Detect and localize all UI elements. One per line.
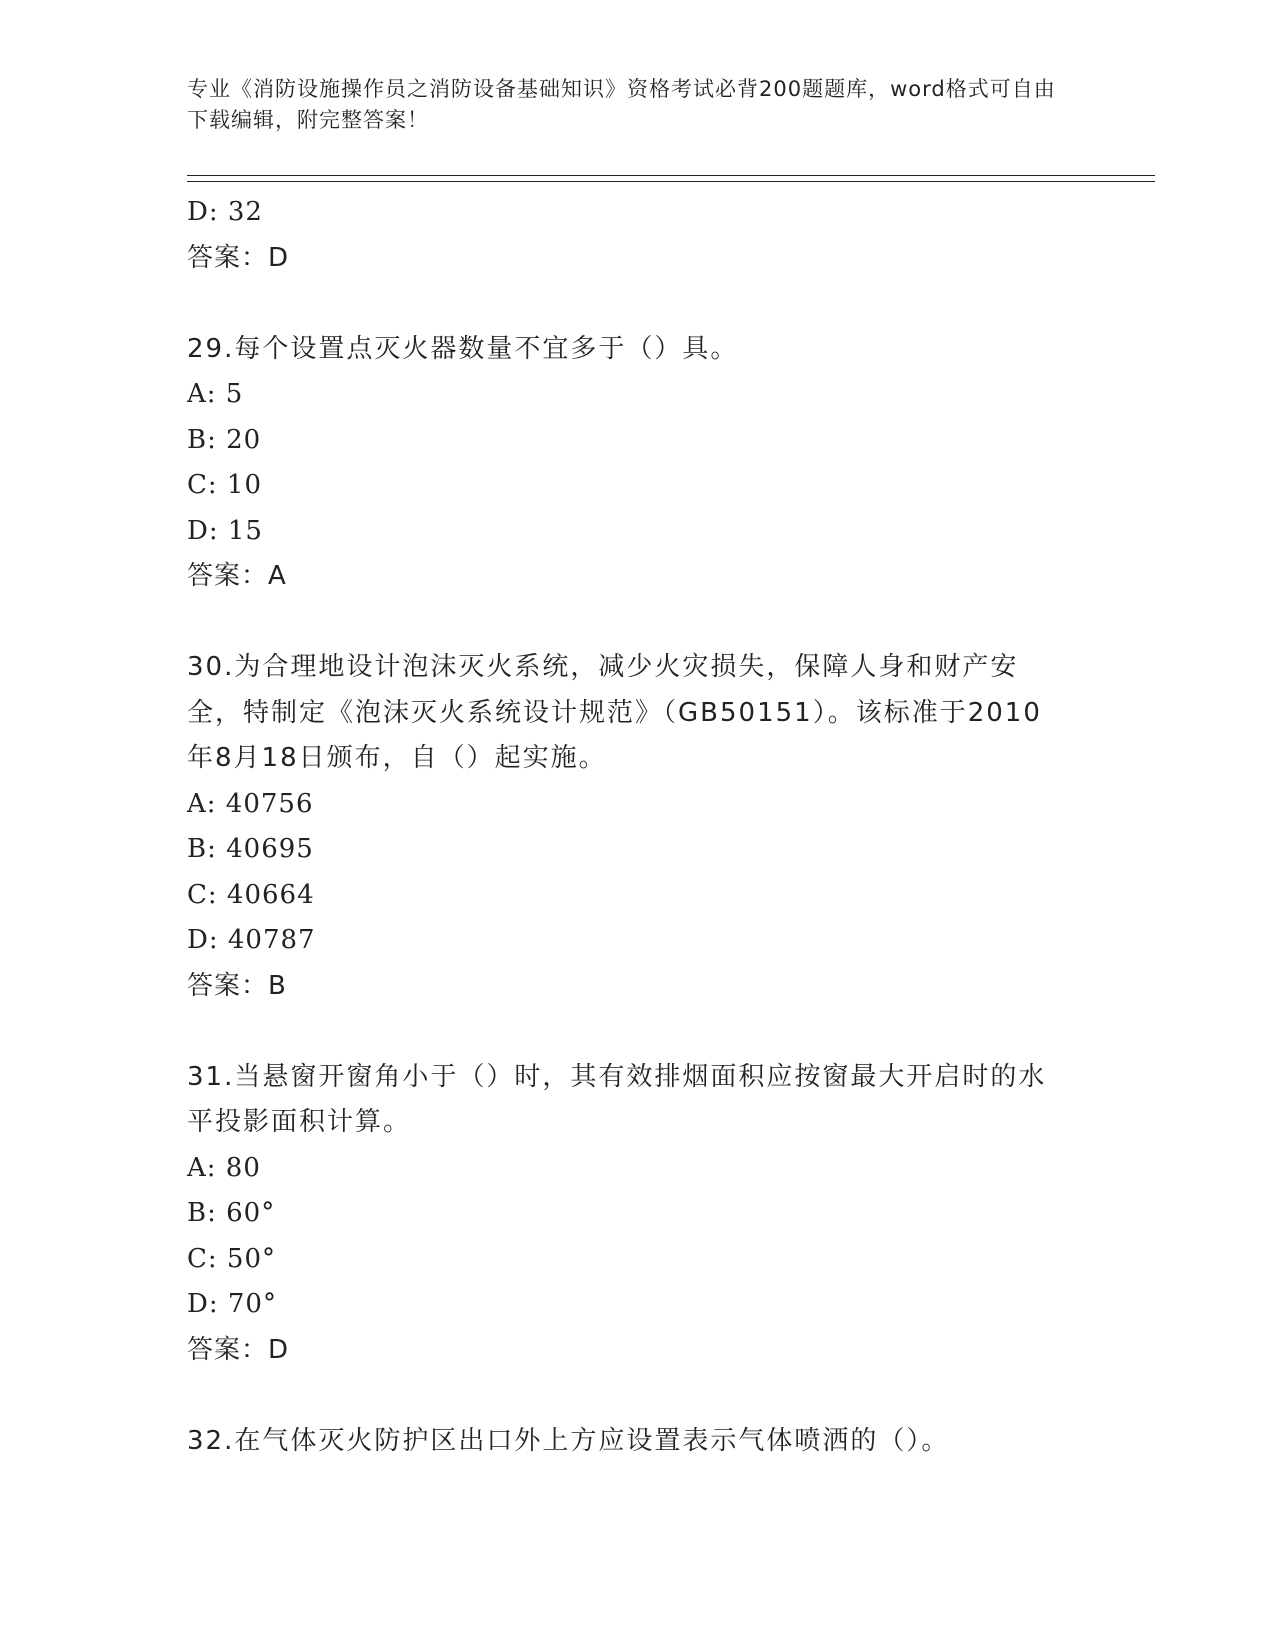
option-a: A: 80 [187,1152,261,1183]
question-text: 31.当悬窗开窗角小于（）时，其有效排烟面积应按窗最大开启时的水平投影面积计算。 [187,1061,1047,1137]
answer: 答案：A [187,561,287,591]
option-d: D: 15 [187,515,263,546]
option-a: A: 40756 [187,788,314,819]
answer: 答案：B [187,970,287,1001]
spacer [187,281,1087,327]
option-c: C: 10 [187,470,263,500]
option-b: B: 60° [187,1198,276,1228]
header-divider-top [187,175,1155,176]
spacer [187,600,1087,646]
question-text: 32.在气体灭火防护区出口外上方应设置表示气体喷洒的（）。 [187,1425,950,1456]
answer: 答案：D [187,1334,290,1365]
option-a: A: 5 [187,379,244,409]
page-header: 专业《消防设施操作员之消防设备基础知识》资格考试必背200题题库，word格式可自由下载编辑，附完整答案！ [187,77,1056,132]
option-b: B: 40695 [187,834,314,864]
header-divider-bottom [187,181,1155,182]
option-b: B: 20 [187,424,262,455]
question-text: 30.为合理地设计泡沫灭火系统，减少火灾损失，保障人身和财产安全，特制定《泡沫灭火系统设计规范》（GB50151）。该标准于2010年8月18日颁布，自（）起实施。 [187,652,1042,773]
prev-option-d: D: 32 [187,197,263,227]
spacer [187,1009,1087,1055]
question-list [187,190,1087,1464]
prev-answer: 答案：D [187,242,290,273]
option-c: C: 50° [187,1243,277,1274]
spacer [187,1373,1087,1419]
question-text: 29.每个设置点灭火器数量不宜多于（）具。 [187,333,739,364]
option-d: D: 40787 [187,925,316,955]
option-c: C: 40664 [187,879,315,910]
option-d: D: 70° [187,1289,277,1319]
